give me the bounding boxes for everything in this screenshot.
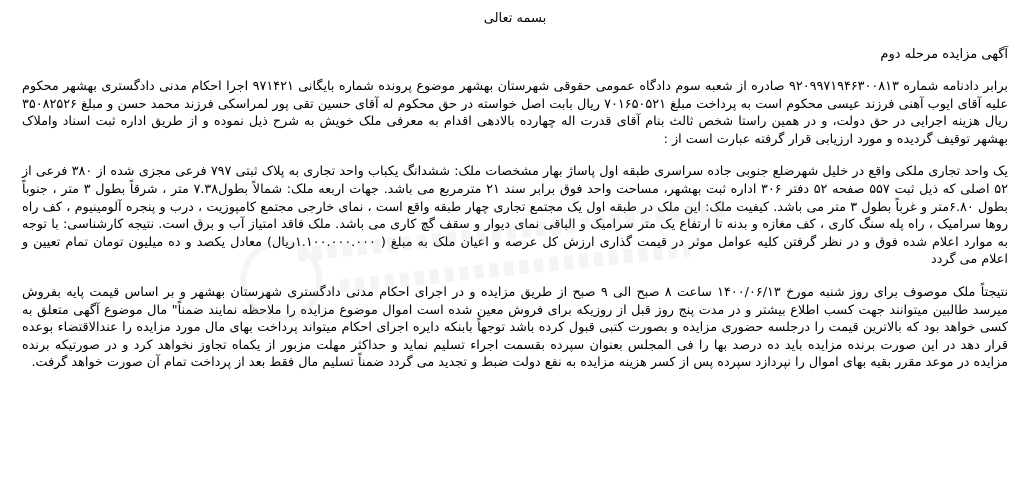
auction-notice-document: [22, 0, 1008, 482]
paragraph-property-description: یک واحد تجاری ملکی واقع در خلیل شهرضلع جنوبی جاده سراسری طبقه اول پاساژ بهار مشخصات ملک: ششدانگ یکباب واحد تجاری به پلاک ثبتی ۷۹۷ فرعی مجزی شده از ۳۸۰ فرعی از ۵۲ اصلی که ذیل ثبت ۵۵۷ صفحه ۵۲ دفتر ۳۰۶ اداره ثبت بهشهر، مساحت واحد فوق برابر سند ۲۱ مترمربع می باشد. جهات اربعه ملک: شمالاً بطول۷.۳۸ متر ، شرقاً بطول ۳ متر ، جنوباً بطول ۶.۸۰متر و غرباً بطول ۳ متر می باشد. کیفیت ملک: این ملک در طبقه اول یک مجتمع تجاری چهار طبقه واقع است ، نمای خارجی مجتمع کامپوزیت ، درب و پنجره آلومینیوم ، کف راه روها سرامیک ، راه پله سنگ کاری ، کف مغازه و بدنه تا ارتفاع یک متر سرامیک و الباقی نمای دیوار و سقف گچ کاری می باشد. ملک فاقد امتیاز آب و برق است. نتیجه کارشناسی: با توجه به موارد اعلام شده فوق و در نظر گرفتن کلیه عوامل موثر در قیمت گذاری ارزش کل عرصه و اعیان ملک به مبلغ ( ۱.۱۰۰.۰۰۰.۰۰۰ریال) معادل یکصد و ده میلیون تومان تمام تعیین و اعلام می گردد: [22, 164, 1008, 268]
document-title: آگهی مزایده مرحله دوم: [880, 47, 1008, 62]
document-heading: بسمه تعالی: [483, 11, 547, 26]
paragraph-judgment: برابر دادنامه شماره ۹۲۰۹۹۷۱۹۴۶۳۰۰۸۱۳ صادره از شعبه سوم دادگاه عمومی حقوقی شهرستان بهشهر موضوع پرونده شماره بایگانی ۹۷۱۴۲۱ اجرا احکام مدنی دادگستری بهشهر محکوم علیه آقای ایوب آهنی فرزند عیسی محکوم است به پرداخت مبلغ ۷۰۱۶۵۰۵۲۱ ریال بابت اصل خواسته در حق محکوم له آقای حسین تقی پور لمراسکی فرزند محمد حسن و مبلغ ۳۵۰۸۲۵۲۶ ریال هزینه اجرایی در حق دولت، و در همین راستا شخص ثالث بنام آقای قدرت اله چهارده بالادهی اقدام به معرفی ملک خویش به شرح ذیل نموده و از طریق اداره ثبت اسناد واملاک بهشهر توقیف گردیده و مورد ارزیابی قرار گرفته عبارت است از :: [22, 79, 1008, 147]
paragraph-auction-terms: نتیجتاً ملک موصوف برای روز شنبه مورخ ۱۴۰۰/۰۶/۱۳ ساعت ۸ صبح الی ۹ صبح از طریق مزایده و در اجرای احکام مدنی دادگستری شهرستان بهشهر و بر اساس قیمت پایه بفروش میرسد طالبین میتوانند جهت کسب اطلاع بیشتر و در مدت پنج روز قبل از روزیکه برای فروش معین شده است اموال موضوع مزایده را ملاحظه نمایند ضمناً" مال موضوع آگهی متعلق به کسی خواهد بود که بالاترین قیمت را درجلسه حضوری مزایده و بصورت کتبی قبول کرده باشد توجهاً بابنکه دایره اجرای احکام میتواند پرداخت بهای مال مورد مزایده را عندالاقتضاء بوعده قرار دهد در این صورت برنده مزایده باید ده درصد بها را فی المجلس بعنوان سپرده بقسمت اجراء تسلیم نماید و حداکثر مهلت مزبور از یکماه تجاوز نخواهد کرد و در صورتیکه برنده مزایده در موعد مقرر بقیه بهای اموال را نپردازد سپرده پس از کسر هزینه مزایده به نفع دولت ضبط و تجدید می گردد ضمناً تسلیم مال فقط بعد از پرداخت تمام آن صورت خواهد گرفت.: [22, 284, 1009, 371]
